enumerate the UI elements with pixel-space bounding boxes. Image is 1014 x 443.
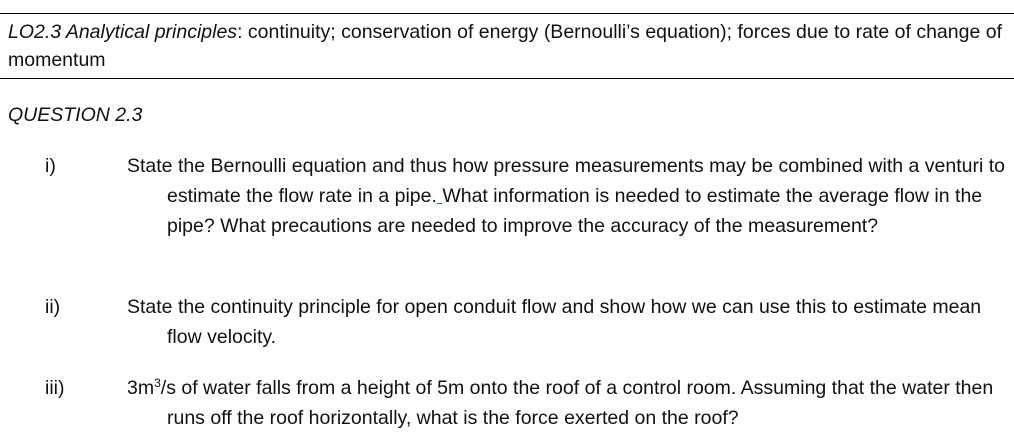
learning-outcome-description: : continuity; conservation of energy (Bernoulli’s equation); forces due to rate of change of momentum (8, 21, 1002, 71)
learning-outcome-header (0, 13, 1014, 79)
question-text: State the continuity principle for open conduit flow and show how we can use this to estimate mean flow velocity. (127, 296, 982, 348)
question-number: ii) (45, 296, 61, 318)
question-text (127, 373, 1010, 433)
question-item-i (45, 151, 1010, 241)
question-text-part-a: State the Bernoulli equation and thus how pressure measurements may be combined with a venturi to estimate the flow rate in a pipe. (127, 155, 1005, 207)
question-text (127, 151, 1010, 241)
question-text-rest: /s of water falls from a height of 5m onto the roof of a control room. Assuming that the water then runs off the roof horizontally, what is the force exerted on the roof? (160, 377, 994, 429)
unit-superscript: 3 (154, 376, 161, 390)
learning-outcome-code: LO2.3 Analytical principles (8, 21, 238, 43)
question-title: QUESTION 2.3 (8, 104, 143, 126)
question-number: iii) (45, 377, 65, 399)
flow-rate-value: 3m (127, 377, 155, 399)
question-item-ii (45, 292, 1010, 352)
question-number: i) (45, 155, 56, 177)
question-text-part-b: What information is needed to estimate the average flow in the pipe? What precautions are needed to improve the accuracy of the measurement? (167, 185, 983, 237)
question-item-iii (45, 373, 1010, 433)
